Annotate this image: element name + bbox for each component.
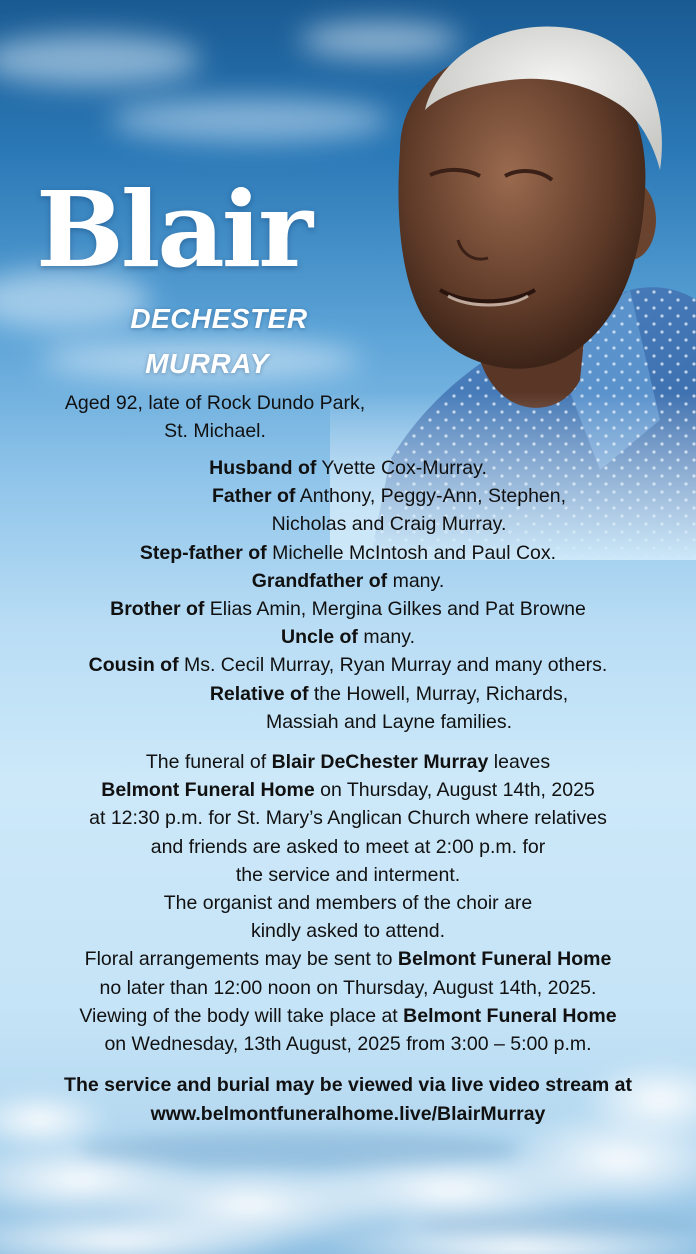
middle-name: DECHESTER bbox=[130, 303, 308, 334]
relation-text: Massiah and Layne families. bbox=[265, 710, 513, 733]
age-line: Aged 92, late of Rock Dundo Park, bbox=[64, 392, 366, 414]
first-name: Blair bbox=[36, 168, 311, 291]
relation-label: Step-father of bbox=[139, 541, 267, 564]
relation-text: Ms. Cecil Murray, Ryan Murray and many others. bbox=[178, 654, 608, 677]
relations-list bbox=[0, 454, 696, 736]
relation-line bbox=[0, 708, 696, 736]
relation-text: Michelle McIntosh and Paul Cox. bbox=[266, 541, 557, 564]
live-stream-notice bbox=[0, 1071, 696, 1129]
relation-line bbox=[0, 651, 696, 679]
relation-line bbox=[0, 539, 696, 567]
funeral-line: the service and interment. bbox=[235, 863, 461, 886]
relation-text: the Howell, Murray, Richards, bbox=[308, 682, 569, 705]
stream-url: www.belmontfuneralhome.live/BlairMurray bbox=[150, 1103, 546, 1125]
age-residence bbox=[30, 389, 400, 445]
relation-line bbox=[0, 567, 696, 595]
funeral-line: on Wednesday, 13th August, 2025 from 3:00 – 5:00 p.m. bbox=[104, 1033, 592, 1056]
funeral-details bbox=[0, 748, 696, 1058]
funeral-line: Floral arrangements may be sent to Belmont Funeral Home bbox=[84, 948, 612, 971]
last-name: MURRAY bbox=[145, 348, 269, 379]
relation-line bbox=[0, 482, 696, 510]
funeral-line: Belmont Funeral Home on Thursday, August 14th, 2025 bbox=[101, 779, 595, 802]
funeral-line: The funeral of Blair DeChester Murray leaves bbox=[145, 751, 551, 773]
relation-text: Anthony, Peggy-Ann, Stephen, bbox=[295, 485, 567, 508]
relation-label: Uncle of bbox=[280, 626, 358, 649]
relation-line bbox=[0, 680, 696, 708]
relation-line bbox=[0, 623, 696, 651]
relation-label: Brother of bbox=[110, 598, 205, 621]
funeral-line: The organist and members of the choir are bbox=[163, 892, 533, 915]
residence-line: St. Michael. bbox=[164, 420, 266, 442]
funeral-line: no later than 12:00 noon on Thursday, August 14th, 2025. bbox=[99, 976, 597, 999]
relation-line bbox=[0, 510, 696, 538]
relation-label: Father of bbox=[211, 485, 296, 508]
relation-text: many. bbox=[357, 626, 415, 649]
relation-line bbox=[0, 454, 696, 482]
relation-line bbox=[0, 595, 696, 623]
funeral-line: Viewing of the body will take place at Belmont Funeral Home bbox=[79, 1004, 617, 1027]
relation-label: Husband of bbox=[209, 457, 317, 479]
stream-text: The service and burial may be viewed via live video stream at bbox=[64, 1074, 632, 1096]
relation-text: Nicholas and Craig Murray. bbox=[271, 513, 507, 536]
relation-text: many. bbox=[387, 569, 445, 592]
relation-label: Cousin of bbox=[88, 654, 179, 677]
relation-label: Grandfather of bbox=[251, 569, 388, 592]
funeral-line: kindly asked to attend. bbox=[250, 920, 446, 943]
relation-label: Relative of bbox=[209, 682, 309, 705]
relation-text: Elias Amin, Mergina Gilkes and Pat Browne bbox=[204, 598, 586, 621]
relation-text: Yvette Cox-Murray. bbox=[316, 457, 487, 479]
funeral-line: at 12:30 p.m. for St. Mary’s Anglican Church where relatives bbox=[89, 807, 607, 830]
funeral-line: and friends are asked to meet at 2:00 p.m. for bbox=[150, 835, 546, 858]
